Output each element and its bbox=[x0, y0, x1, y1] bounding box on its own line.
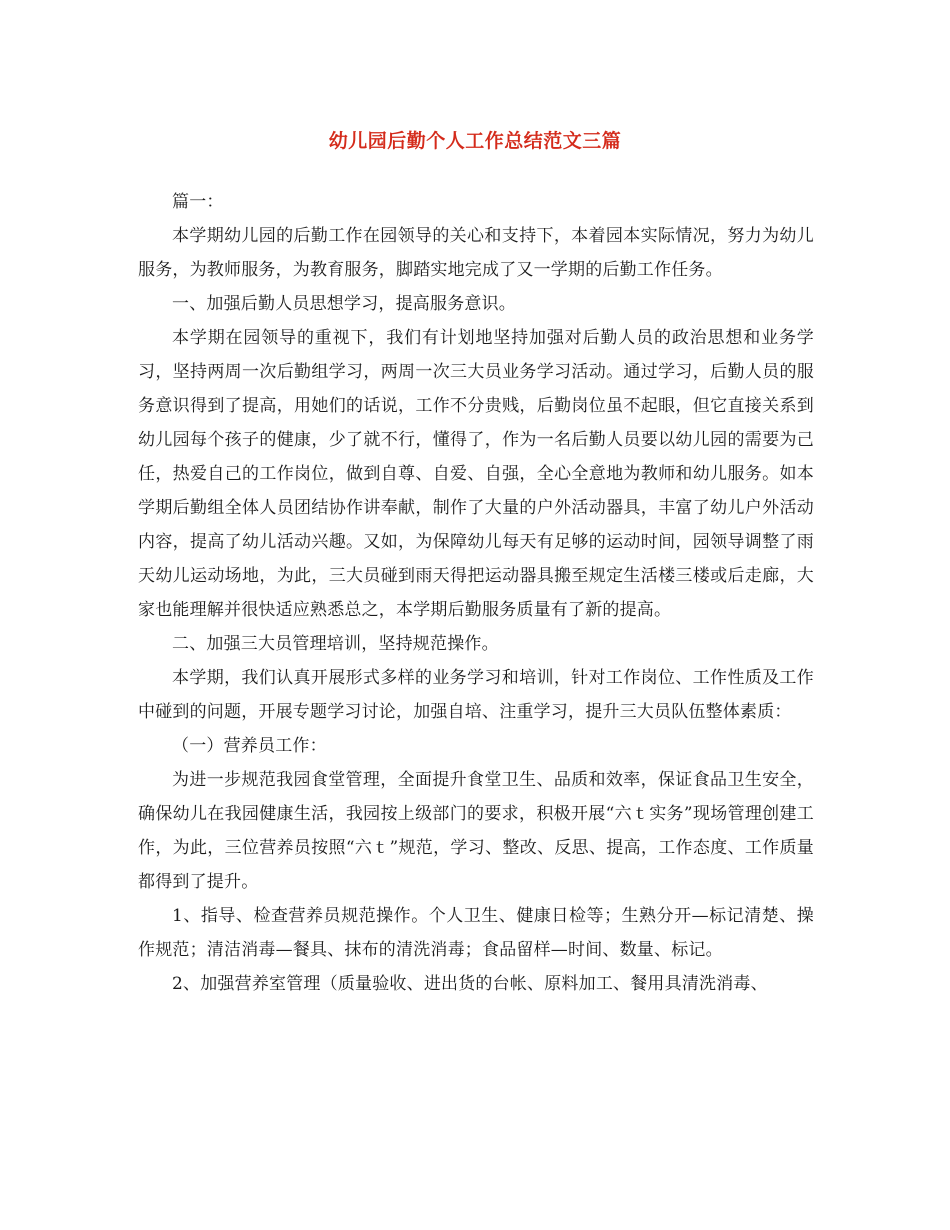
body-paragraph: 本学期，我们认真开展形式多样的业务学习和培训，针对工作岗位、工作性质及工作中碰到的问题，开展专题学习讨论，加强自培、注重学习，提升三大员队伍整体素质： bbox=[138, 668, 814, 722]
section-label: 篇一： bbox=[172, 192, 224, 212]
section-heading: 一、加强后勤人员思想学习，提高服务意识。 bbox=[172, 294, 516, 314]
body-paragraph: 本学期在园领导的重视下，我们有计划地坚持加强对后勤人员的政治思想和业务学习，坚持两周一次后勤组学习，两周一次三大员业务学习活动。通过学习，后勤人员的服务意识得到了提高，用她们的话说，工作不分贵贱，后勤岗位虽不起眼，但它直接关系到幼儿园每个孩子的健康，少了就不行，懂得了，作为一名后勤人员要以幼儿园的需要为己任，热爱自己的工作岗位，做到自尊、自爱、自强，全心全意地为教师和幼儿服务。如本学期后勤组全体人员团结协作讲奉献，制作了大量的户外活动器具，丰富了幼儿户外活动内容，提高了幼儿活动兴趣。又如，为保障幼儿每天有足够的运动时间，园领导调整了雨天幼儿运动场地，为此，三大员碰到雨天得把运动器具搬至规定生活楼三楼或后走廊，大家也能理解并很快适应熟悉总之，本学期后勤服务质量有了新的提高。 bbox=[138, 328, 814, 620]
body-paragraph: 为进一步规范我园食堂管理，全面提升食堂卫生、品质和效率，保证食品卫生安全，确保幼儿在我园健康生活，我园按上级部门的要求，积极开展“六ｔ实务”现场管理创建工作，为此，三位营养员按照“六ｔ”规范，学习、整改、反思、提高，工作态度、工作质量都得到了提升。 bbox=[138, 770, 814, 892]
body-paragraph: 本学期幼儿园的后勤工作在园领导的关心和支持下，本着园本实际情况，努力为幼儿服务，为教师服务，为教育服务，脚踏实地完成了又一学期的后勤工作任务。 bbox=[138, 226, 814, 280]
document-title: 幼儿园后勤个人工作总结范文三篇 bbox=[328, 130, 622, 152]
list-item: 1、指导、检查营养员规范操作。个人卫生、健康日检等；生熟分开—标记清楚、操作规范；清洁消毒—餐具、抹布的清洗消毒；食品留样—时间、数量、标记。 bbox=[138, 906, 814, 960]
list-item: 2、加强营养室管理（质量验收、进出货的台帐、原料加工、餐用具清洗消毒、 bbox=[172, 974, 768, 994]
section-heading: 二、加强三大员管理培训，坚持规范操作。 bbox=[172, 634, 499, 654]
document-body bbox=[138, 185, 814, 1001]
subsection-heading: （一）营养员工作： bbox=[172, 736, 327, 756]
